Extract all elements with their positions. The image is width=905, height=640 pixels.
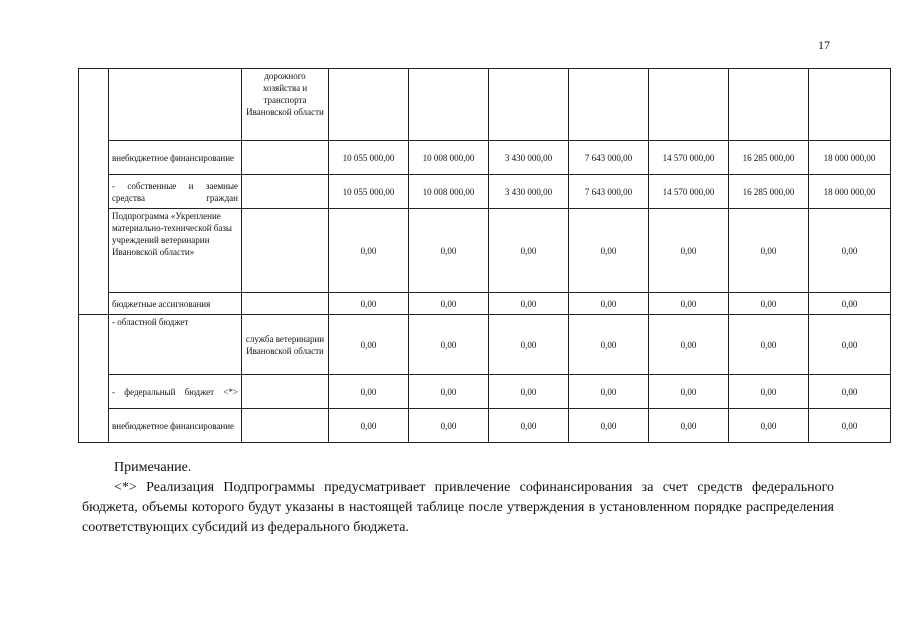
row-name-cell: Подпрограмма «Укрепление материально-технической базы учреждений ветеринарии Ивановской области»: [109, 209, 242, 293]
table-row: [79, 209, 891, 293]
value-cell: 3 430 000,00: [489, 175, 569, 209]
value-cell: 0,00: [569, 293, 649, 315]
value-cell: 0,00: [809, 315, 891, 375]
value-cell: 10 008 000,00: [409, 175, 489, 209]
table-row: [79, 69, 891, 141]
value-cell: 0,00: [409, 409, 489, 443]
value-cell: 0,00: [809, 209, 891, 293]
value-cell: 0,00: [729, 375, 809, 409]
value-cell: 0,00: [649, 293, 729, 315]
row-index-cell: [79, 69, 109, 315]
table-row: [79, 315, 891, 375]
value-cell: [569, 69, 649, 141]
row-name-cell: бюджетные ассигнования: [109, 293, 242, 315]
value-cell: 0,00: [489, 209, 569, 293]
footnote-text: <*> Реализация Подпрограммы предусматривает привлечение софинансирования за счет средств федерального бюджета, объемы которого будут указаны в настоящей таблице после утверждения в установленном порядке распределения соответствующих субсидий из федерального бюджета.: [82, 480, 834, 535]
table-row: [79, 375, 891, 409]
value-cell: 0,00: [569, 209, 649, 293]
value-cell: 16 285 000,00: [729, 141, 809, 175]
value-cell: 0,00: [649, 209, 729, 293]
value-cell: 0,00: [329, 209, 409, 293]
value-cell: 16 285 000,00: [729, 175, 809, 209]
row-name-cell: [109, 69, 242, 141]
value-cell: [409, 69, 489, 141]
value-cell: 0,00: [409, 315, 489, 375]
value-cell: 0,00: [329, 409, 409, 443]
value-cell: [809, 69, 891, 141]
row-name-cell: внебюджетное финансирование: [109, 409, 242, 443]
value-cell: [649, 69, 729, 141]
value-cell: 14 570 000,00: [649, 175, 729, 209]
value-cell: 0,00: [649, 375, 729, 409]
value-cell: 0,00: [409, 293, 489, 315]
row-executor-cell: [242, 375, 329, 409]
row-name-cell: внебюджетное финансирование: [109, 141, 242, 175]
value-cell: 0,00: [569, 375, 649, 409]
footnote: [82, 458, 834, 538]
value-cell: [329, 69, 409, 141]
value-cell: 0,00: [649, 409, 729, 443]
row-name-cell: - федеральный бюджет <*>: [109, 375, 242, 409]
value-cell: 0,00: [649, 315, 729, 375]
footnote-title: Примечание.: [114, 460, 192, 475]
value-cell: [729, 69, 809, 141]
row-index-cell: [79, 315, 109, 443]
value-cell: 10 008 000,00: [409, 141, 489, 175]
value-cell: [489, 69, 569, 141]
value-cell: 18 000 000,00: [809, 175, 891, 209]
value-cell: 0,00: [489, 293, 569, 315]
value-cell: 3 430 000,00: [489, 141, 569, 175]
row-executor-cell: дорожного хозяйства и транспорта Ивановской области: [242, 69, 329, 141]
value-cell: 0,00: [329, 315, 409, 375]
table-row: [79, 141, 891, 175]
value-cell: 0,00: [569, 315, 649, 375]
value-cell: 7 643 000,00: [569, 141, 649, 175]
row-executor-cell: [242, 409, 329, 443]
value-cell: 0,00: [729, 293, 809, 315]
value-cell: 0,00: [809, 293, 891, 315]
value-cell: 0,00: [489, 409, 569, 443]
value-cell: 0,00: [489, 375, 569, 409]
value-cell: 7 643 000,00: [569, 175, 649, 209]
table-row: [79, 409, 891, 443]
budget-table: [78, 68, 891, 443]
value-cell: 10 055 000,00: [329, 175, 409, 209]
row-executor-cell: [242, 175, 329, 209]
value-cell: 14 570 000,00: [649, 141, 729, 175]
value-cell: 0,00: [729, 315, 809, 375]
row-name-cell: - собственные и заемные средства граждан: [109, 175, 242, 209]
value-cell: 0,00: [809, 409, 891, 443]
table-row: [79, 293, 891, 315]
row-executor-cell: служба ветеринарии Ивановской области: [242, 315, 329, 375]
value-cell: 0,00: [409, 209, 489, 293]
value-cell: 0,00: [489, 315, 569, 375]
value-cell: 0,00: [329, 293, 409, 315]
row-name-cell: - областной бюджет: [109, 315, 242, 375]
value-cell: 0,00: [729, 209, 809, 293]
value-cell: 10 055 000,00: [329, 141, 409, 175]
value-cell: 0,00: [809, 375, 891, 409]
value-cell: 0,00: [569, 409, 649, 443]
table-row: [79, 175, 891, 209]
value-cell: 0,00: [409, 375, 489, 409]
row-executor-cell: [242, 293, 329, 315]
row-executor-cell: [242, 141, 329, 175]
row-executor-cell: [242, 209, 329, 293]
page-number: 17: [818, 38, 830, 52]
value-cell: 0,00: [329, 375, 409, 409]
value-cell: 18 000 000,00: [809, 141, 891, 175]
value-cell: 0,00: [729, 409, 809, 443]
